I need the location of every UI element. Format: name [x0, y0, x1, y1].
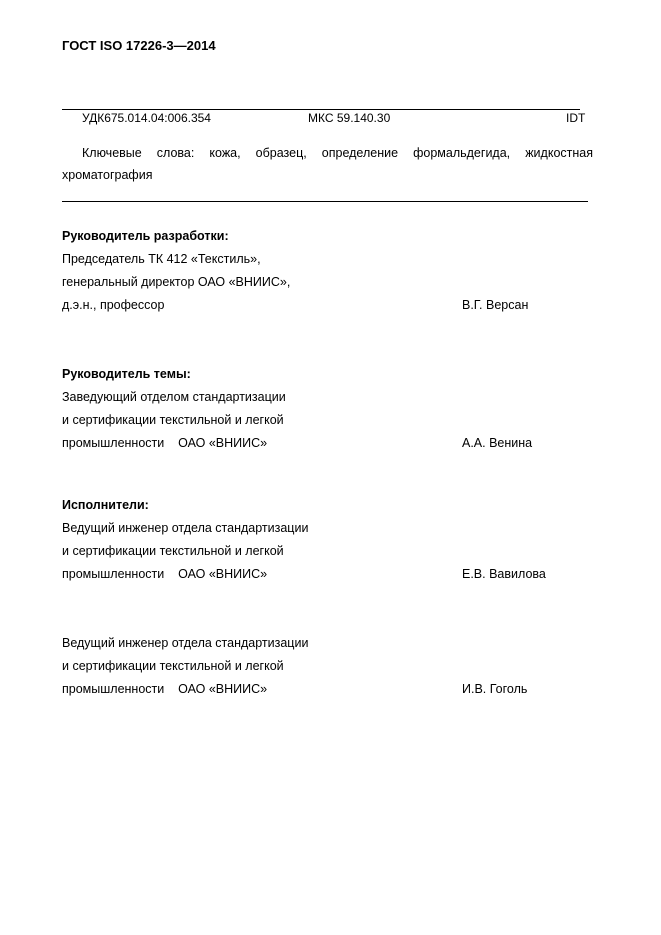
standard-code: ГОСТ ISO 17226-3—2014 — [62, 38, 216, 53]
udk-code: УДК675.014.04:006.354 — [82, 111, 211, 125]
executors-title: Исполнители: — [62, 498, 149, 512]
dev-head-person: В.Г. Версан — [462, 298, 529, 312]
topic-head-line-1: Заведующий отделом стандартизации — [62, 390, 286, 404]
bottom-rule — [62, 201, 588, 202]
topic-head-line-2: и сертификации текстильной и легкой — [62, 413, 284, 427]
idt-label: IDT — [566, 111, 586, 125]
executor-1-person: Е.В. Вавилова — [462, 567, 546, 581]
executor-2-person: И.В. Гоголь — [462, 682, 528, 696]
executor-2-line-2: и сертификации текстильной и легкой — [62, 659, 284, 673]
keywords-paragraph: Ключевые слова: кожа, образец, определение формальдегида, жидкостная хроматография — [62, 146, 593, 182]
executor-2-line-1: Ведущий инженер отдела стандартизации — [62, 636, 309, 650]
executor-1-line-1: Ведущий инженер отдела стандартизации — [62, 521, 309, 535]
topic-head-title: Руководитель темы: — [62, 367, 191, 381]
topic-head-line-3: промышленности ОАО «ВНИИС» — [62, 436, 268, 450]
executor-1-line-2: и сертификации текстильной и легкой — [62, 544, 284, 558]
mks-code: МКС 59.140.30 — [308, 111, 391, 125]
executor-2-line-3: промышленности ОАО «ВНИИС» — [62, 682, 268, 696]
dev-head-line-3: д.э.н., профессор — [62, 298, 165, 312]
topic-head-person: А.А. Венина — [462, 436, 533, 450]
top-rule — [62, 109, 580, 110]
dev-head-title: Руководитель разработки: — [62, 229, 229, 243]
dev-head-line-2: генеральный директор ОАО «ВНИИС», — [62, 275, 291, 289]
executor-1-line-3: промышленности ОАО «ВНИИС» — [62, 567, 268, 581]
dev-head-line-1: Председатель ТК 412 «Текстиль», — [62, 252, 261, 266]
